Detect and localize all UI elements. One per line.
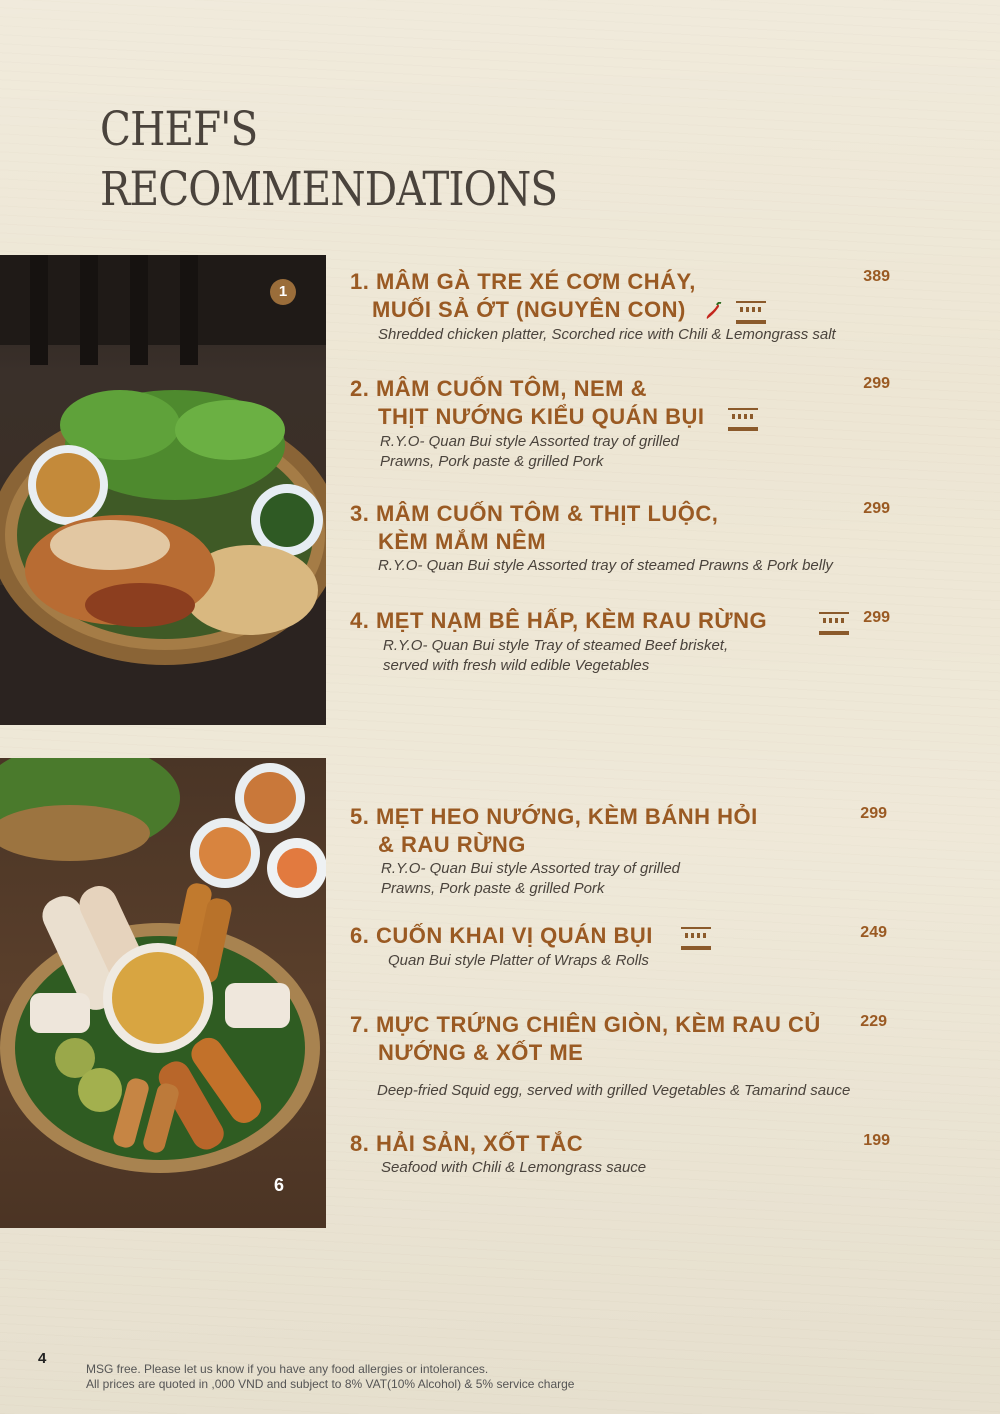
quan-bui-logo-icon <box>728 408 758 431</box>
menu-item-3 <box>350 500 950 576</box>
food-platter-photo-rolls <box>0 758 326 1228</box>
item-description <box>350 1081 950 1101</box>
item-name-line-1: 1. MÂM GÀ TRE XÉ CƠM CHÁY, <box>350 269 696 294</box>
item-name-line-2: MUỐI SẢ ỚT (NGUYÊN CON) <box>372 297 686 322</box>
item-name-line-1: 2. MÂM CUỐN TÔM, NEM & <box>350 376 647 401</box>
quan-bui-logo-icon <box>736 301 766 324</box>
item-name-line-1: 8. HẢI SẢN, XỐT TẮC <box>350 1131 584 1156</box>
item-description-line-1: Shredded chicken platter, Scorched rice with Chili & Lemongrass salt <box>378 326 836 344</box>
item-description <box>350 859 950 899</box>
item-price: 299 <box>860 805 887 822</box>
item-price: 389 <box>863 268 890 285</box>
item-name-line-1: 3. MÂM CUỐN TÔM & THỊT LUỘC, <box>350 501 719 526</box>
item-description-line-1: R.Y.O- Quan Bui style Tray of steamed Beef brisket, <box>383 637 729 655</box>
item-name <box>350 607 950 636</box>
menu-item-6 <box>350 922 950 971</box>
item-name <box>350 1130 950 1158</box>
item-name-line-2: & RAU RỪNG <box>378 832 526 857</box>
item-description-line-1: R.Y.O- Quan Bui style Assorted tray of steamed Prawns & Pork belly <box>378 557 833 574</box>
item-description <box>350 1158 950 1178</box>
photo-badge-1: 1 <box>270 279 296 305</box>
item-description-line-1: Quan Bui style Platter of Wraps & Rolls <box>388 952 649 970</box>
item-price: 229 <box>860 1013 887 1030</box>
item-name <box>350 375 950 432</box>
item-name <box>350 268 950 325</box>
menu-item-1 <box>350 268 950 345</box>
item-price: 299 <box>863 500 890 517</box>
item-name-line-1: 5. MẸT HEO NƯỚNG, KÈM BÁNH HỎI <box>350 804 758 829</box>
quan-bui-logo-icon <box>681 927 711 950</box>
item-description-line-1: Seafood with Chili & Lemongrass sauce <box>381 1159 647 1176</box>
item-name-line-2: THỊT NƯỚNG KIỂU QUÁN BỤI <box>378 404 705 429</box>
menu-item-5 <box>350 803 950 899</box>
item-price: 299 <box>863 375 890 392</box>
page-title <box>100 100 557 220</box>
item-description-line-1: R.Y.O- Quan Bui style Assorted tray of grilled <box>380 433 680 451</box>
footnote-line-1: MSG free. Please let us know if you have any food allergies or intolerances. <box>86 1362 489 1376</box>
title-line-1: CHEF'S <box>100 102 258 157</box>
item-description <box>350 432 950 472</box>
menu-item-4 <box>350 607 950 676</box>
item-description <box>350 636 950 676</box>
item-description-line-2: Prawns, Pork paste & grilled Pork <box>380 453 604 471</box>
item-description-line-1: R.Y.O- Quan Bui style Assorted tray of grilled <box>381 860 681 877</box>
rolls-platter-illustration <box>0 758 326 1228</box>
item-price: 199 <box>863 1132 890 1149</box>
item-description <box>350 325 950 345</box>
footnote <box>86 1362 574 1392</box>
item-name-line-2: NƯỚNG & XỐT ME <box>378 1040 584 1065</box>
item-description-line-1: Deep-fried Squid egg, served with grilled Vegetables & Tamarind sauce <box>377 1082 851 1099</box>
photo-badge-6: 6 <box>273 1175 284 1195</box>
menu-item-8 <box>350 1130 950 1178</box>
item-name-line-1: 4. MẸT NẠM BÊ HẤP, KÈM RAU RỪNG <box>350 608 768 633</box>
item-price: 299 <box>863 609 890 626</box>
item-name-line-1: 6. CUỐN KHAI VỊ QUÁN BỤI <box>350 923 653 948</box>
quan-bui-logo-icon <box>819 612 849 635</box>
page-number: 4 <box>38 1350 47 1367</box>
item-description <box>350 556 950 576</box>
food-platter-photo-chicken <box>0 255 326 725</box>
menu-item-2 <box>350 375 950 472</box>
item-name-line-1: 7. MỰC TRỨNG CHIÊN GIÒN, KÈM RAU CỦ <box>350 1012 821 1037</box>
chili-icon <box>704 302 724 322</box>
item-price: 249 <box>860 924 887 941</box>
item-description-line-2: served with fresh wild edible Vegetables <box>383 657 650 675</box>
item-name-line-2: KÈM MẮM NÊM <box>378 529 547 554</box>
title-line-2: RECOMMENDATIONS <box>100 162 558 217</box>
item-description <box>350 951 950 971</box>
chicken-platter-illustration <box>0 255 326 725</box>
menu-item-7 <box>350 1011 950 1101</box>
footnote-line-2: All prices are quoted in ,000 VND and subject to 8% VAT(10% Alcohol) & 5% service charge <box>86 1377 575 1391</box>
item-name <box>350 500 950 556</box>
item-description-line-2: Prawns, Pork paste & grilled Pork <box>381 880 605 897</box>
